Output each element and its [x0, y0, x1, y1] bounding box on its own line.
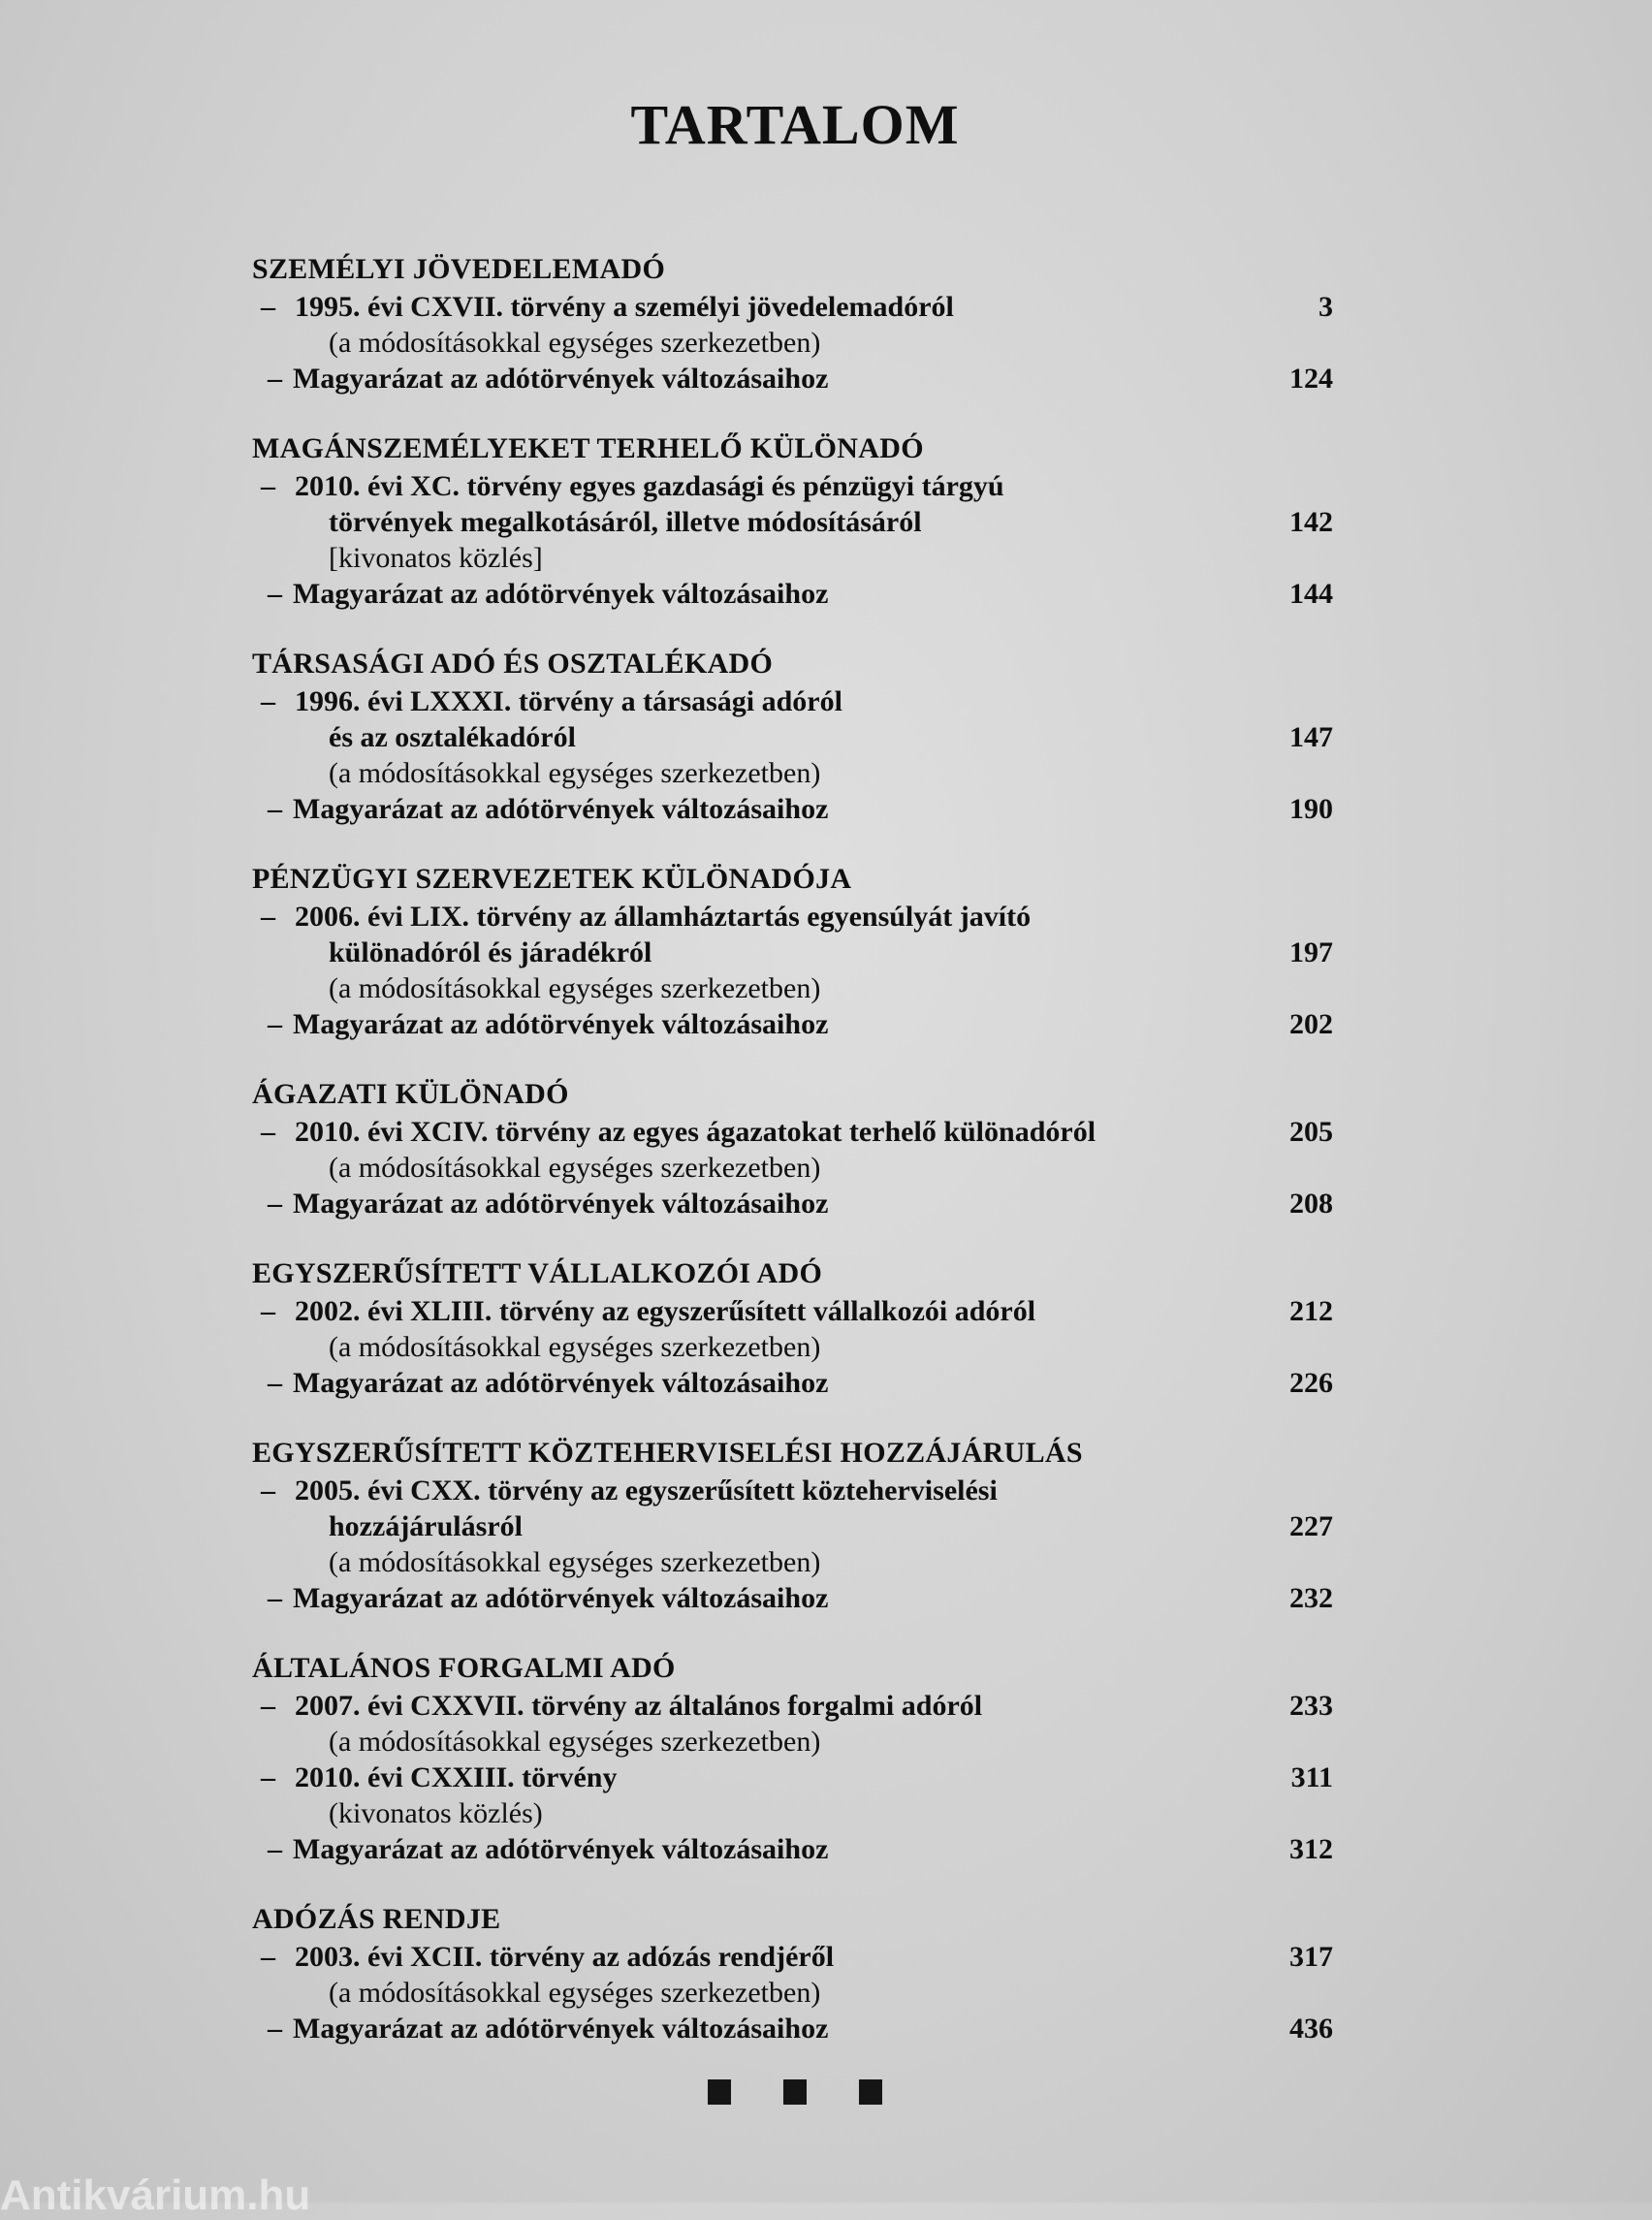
law-title: 2005. évi CXX. törvény az egyszerűsített közteherviselési — [295, 1475, 998, 1506]
page-number: 436 — [1289, 2013, 1333, 2045]
page-number: 142 — [1289, 506, 1333, 538]
dash-icon: – — [268, 363, 282, 395]
toc-section — [252, 1254, 1333, 1401]
section-heading: EGYSZERŰSÍTETT VÁLLALKOZÓI ADÓ — [252, 1257, 823, 1289]
section-heading: EGYSZERŰSÍTETT KÖZTEHERVISELÉSI HOZZÁJÁRULÁS — [252, 1437, 1083, 1469]
law-title: 1995. évi CXVII. törvény a személyi jövedelemadóról — [295, 291, 954, 323]
section-heading: MAGÁNSZEMÉLYEKET TERHELŐ KÜLÖNADÓ — [252, 432, 924, 464]
page-number: 312 — [1289, 1833, 1333, 1865]
toc-entry-law-2[interactable] — [252, 1760, 1333, 1795]
dash-icon: – — [268, 1188, 282, 1220]
toc-entry-explanation[interactable] — [252, 1186, 1333, 1221]
dash-icon: – — [261, 685, 275, 717]
section-heading: ADÓZÁS RENDJE — [252, 1903, 501, 1935]
section-heading: TÁRSASÁGI ADÓ ÉS OSZTALÉKADÓ — [252, 648, 774, 680]
toc-entry-explanation[interactable] — [252, 1365, 1333, 1401]
page-number: 227 — [1289, 1510, 1333, 1542]
law-title-continued: és az osztalékadóról — [329, 721, 576, 753]
law-title: 2007. évi CXXVII. törvény az általános forgalmi adóról — [295, 1690, 983, 1722]
page-number: 317 — [1289, 1941, 1333, 1973]
dash-icon: – — [261, 1761, 275, 1793]
toc-entry-explanation[interactable] — [252, 1006, 1333, 1042]
law-title-continued: hozzájárulásról — [329, 1510, 523, 1542]
page-title: TARTALOM — [630, 93, 960, 156]
page-number: 208 — [1289, 1188, 1333, 1220]
dash-icon: – — [268, 1833, 282, 1865]
dash-icon: – — [261, 470, 275, 502]
square-bullet-icon — [783, 2079, 807, 2105]
toc-section — [252, 1434, 1333, 1616]
toc-entry-law[interactable] — [252, 1939, 1333, 1975]
dash-icon: – — [268, 2013, 282, 2045]
dash-icon: – — [268, 578, 282, 610]
toc-entry-law[interactable] — [252, 1473, 1333, 1544]
toc-entry-law[interactable] — [252, 1688, 1333, 1724]
page-number: 212 — [1289, 1295, 1333, 1327]
law-note: (a módosításokkal egységes szerkezetben) — [329, 1331, 821, 1363]
law-title: 2003. évi XCII. törvény az adózás rendjéről — [295, 1941, 835, 1973]
watermark: Antikvárium.hu — [0, 2172, 311, 2219]
explanation-title: Magyarázat az adótörvények változásaihoz — [293, 363, 829, 395]
toc-entry-explanation[interactable] — [252, 576, 1333, 612]
explanation-title: Magyarázat az adótörvények változásaihoz — [293, 1582, 829, 1614]
section-heading: SZEMÉLYI JÖVEDELEMADÓ — [252, 253, 666, 285]
toc-entry-explanation[interactable] — [252, 791, 1333, 827]
page-number: 226 — [1289, 1367, 1333, 1399]
dash-icon: – — [261, 901, 275, 933]
toc-entry-law[interactable] — [252, 683, 1333, 755]
dash-icon: – — [261, 1116, 275, 1148]
page-number: 147 — [1289, 721, 1333, 753]
toc-section — [252, 250, 1333, 396]
law-note: (a módosításokkal egységes szerkezetben) — [329, 1152, 821, 1184]
page-number: 3 — [1318, 291, 1333, 323]
explanation-title: Magyarázat az adótörvények változásaihoz — [293, 1367, 829, 1399]
law-note: (a módosításokkal egységes szerkezetben) — [329, 1726, 821, 1758]
dash-icon: – — [261, 1941, 275, 1973]
law-note: (a módosításokkal egységes szerkezetben) — [329, 757, 821, 789]
section-heading: ÁLTALÁNOS FORGALMI ADÓ — [252, 1652, 676, 1684]
dash-icon: – — [268, 1008, 282, 1040]
explanation-title: Magyarázat az adótörvények változásaihoz — [293, 793, 829, 825]
toc-entry-explanation[interactable] — [252, 1831, 1333, 1867]
law-title: 1996. évi LXXXI. törvény a társasági adóról — [295, 685, 842, 717]
toc-entry-law[interactable] — [252, 468, 1333, 540]
toc-section — [252, 1075, 1333, 1221]
page-number: 197 — [1289, 936, 1333, 968]
toc-entry-law[interactable] — [252, 1114, 1333, 1150]
dash-icon: – — [261, 291, 275, 323]
dash-icon: – — [268, 793, 282, 825]
dash-icon: – — [268, 1582, 282, 1614]
toc-section — [252, 429, 1333, 612]
page-number: 124 — [1289, 363, 1333, 395]
toc-section — [252, 1649, 1333, 1867]
law-note: (kivonatos közlés) — [329, 1797, 543, 1829]
page-number: 205 — [1289, 1116, 1333, 1148]
table-of-contents — [252, 250, 1333, 2079]
explanation-title: Magyarázat az adótörvények változásaihoz — [293, 1833, 829, 1865]
law-title-continued: különadóról és járadékról — [329, 936, 652, 968]
dash-icon: – — [261, 1475, 275, 1506]
toc-entry-law[interactable] — [252, 899, 1333, 970]
law-title: 2010. évi XC. törvény egyes gazdasági és pénzügyi tárgyú — [295, 470, 1004, 502]
toc-section — [252, 1900, 1333, 2046]
end-ornament — [708, 2079, 882, 2105]
toc-entry-explanation[interactable] — [252, 2011, 1333, 2046]
law-note: (a módosításokkal egységes szerkezetben) — [329, 327, 821, 359]
law-note: (a módosításokkal egységes szerkezetben) — [329, 1546, 821, 1578]
law-title: 2006. évi LIX. törvény az államháztartás egyensúlyát javító — [295, 901, 1032, 933]
explanation-title: Magyarázat az adótörvények változásaihoz — [293, 578, 829, 610]
page-number: 232 — [1289, 1582, 1333, 1614]
toc-entry-explanation[interactable] — [252, 361, 1333, 396]
toc-section — [252, 645, 1333, 827]
law-title-continued: törvények megalkotásáról, illetve módosításáról — [329, 506, 922, 538]
law-note: (a módosításokkal egységes szerkezetben) — [329, 972, 821, 1004]
toc-entry-law[interactable] — [252, 289, 1333, 325]
law-title: 2002. évi XLIII. törvény az egyszerűsített vállalkozói adóról — [295, 1295, 1036, 1327]
toc-entry-explanation[interactable] — [252, 1580, 1333, 1616]
page-number: 311 — [1290, 1761, 1333, 1793]
page-number: 233 — [1289, 1690, 1333, 1722]
explanation-title: Magyarázat az adótörvények változásaihoz — [293, 1008, 829, 1040]
law-note: (a módosításokkal egységes szerkezetben) — [329, 1977, 821, 2009]
explanation-title: Magyarázat az adótörvények változásaihoz — [293, 2013, 829, 2045]
square-bullet-icon — [859, 2079, 882, 2105]
section-heading: PÉNZÜGYI SZERVEZETEK KÜLÖNADÓJA — [252, 863, 852, 895]
toc-section — [252, 860, 1333, 1042]
law-note: [kivonatos közlés] — [329, 542, 543, 574]
dash-icon: – — [261, 1295, 275, 1327]
page-number: 144 — [1289, 578, 1333, 610]
page-number: 202 — [1289, 1008, 1333, 1040]
dash-icon: – — [268, 1367, 282, 1399]
explanation-title: Magyarázat az adótörvények változásaihoz — [293, 1188, 829, 1220]
law-title: 2010. évi XCIV. törvény az egyes ágazatokat terhelő különadóról — [295, 1116, 1096, 1148]
toc-entry-law[interactable] — [252, 1293, 1333, 1329]
section-heading: ÁGAZATI KÜLÖNADÓ — [252, 1078, 569, 1110]
law-title: 2010. évi CXXIII. törvény — [295, 1761, 618, 1793]
dash-icon: – — [261, 1690, 275, 1722]
square-bullet-icon — [708, 2079, 731, 2105]
page-number: 190 — [1289, 793, 1333, 825]
